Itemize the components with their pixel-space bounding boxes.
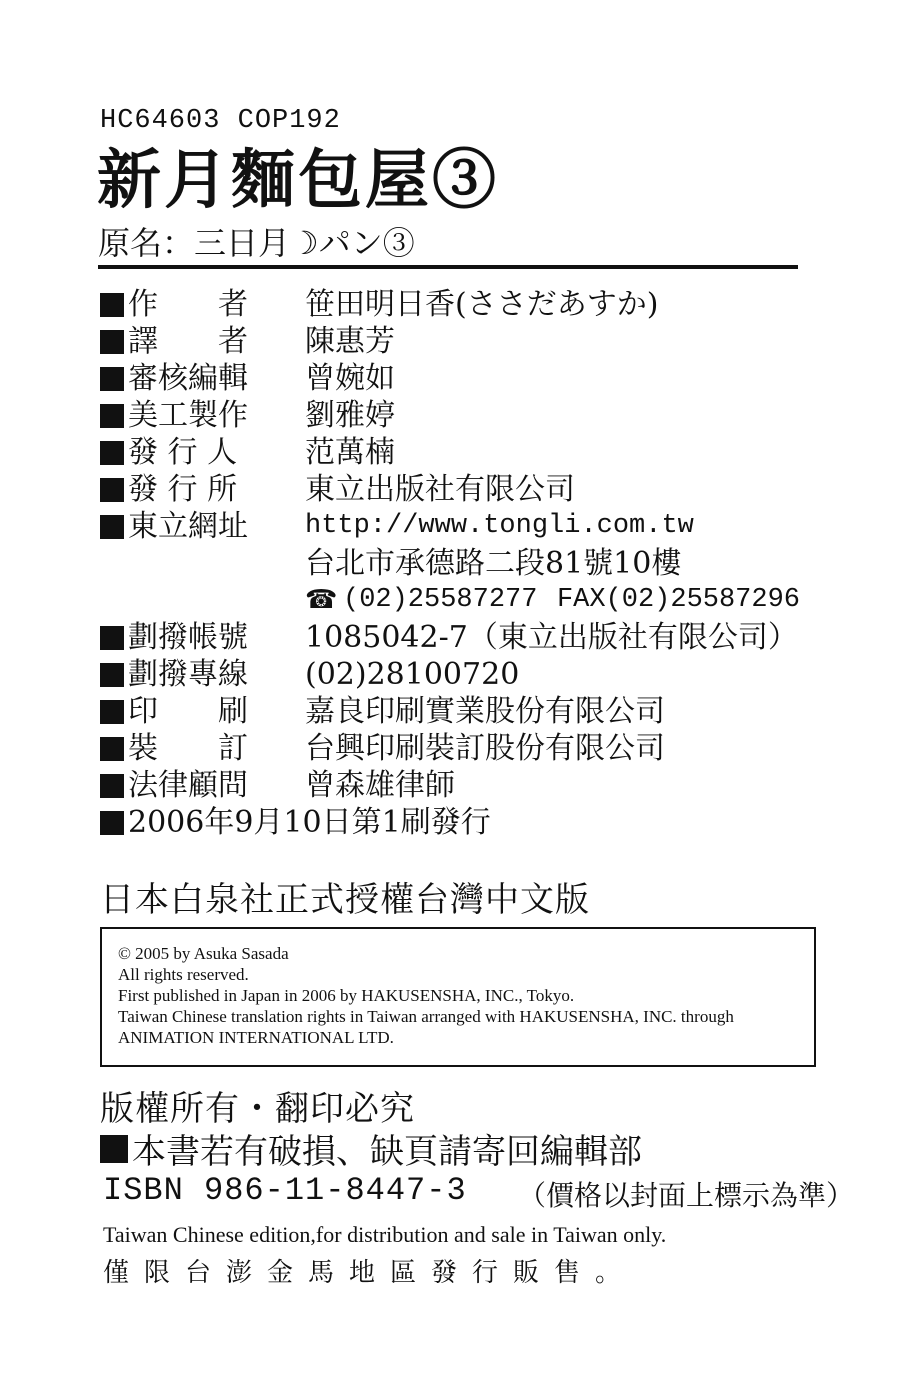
bullet-square (100, 404, 124, 428)
credit-label: 東立網址 (128, 509, 248, 544)
copyright-line: All rights reserved. (118, 965, 249, 984)
credit-value: 曾婉如 (305, 361, 395, 396)
credit-label: 裝 訂 (128, 731, 248, 766)
credit-row-printing (100, 693, 820, 730)
credit-label: 發 行 所 (128, 472, 238, 507)
credit-row-account (100, 619, 820, 656)
address-row (100, 545, 820, 582)
credit-row-publisher (100, 434, 820, 471)
credit-row-hotline (100, 656, 820, 693)
bullet-square (100, 626, 124, 650)
bullet-square (100, 663, 124, 687)
bullet-square (100, 811, 124, 835)
damage-notice-row (100, 1124, 642, 1173)
bullet-square (100, 478, 124, 502)
credits-block (100, 286, 820, 841)
credit-row-art (100, 397, 820, 434)
credit-row-binding (100, 730, 820, 767)
credit-value: 東立出版社有限公司 (305, 472, 575, 507)
credit-value: 曾森雄律師 (305, 768, 455, 803)
credit-value: 陳惠芳 (305, 324, 395, 359)
credit-value: 台興印刷裝訂股份有限公司 (305, 731, 665, 766)
product-code: HC64603 COP192 (100, 106, 341, 136)
credit-row-editor (100, 360, 820, 397)
bullet-square (100, 1135, 128, 1163)
credit-row-website (100, 508, 820, 545)
bullet-square (100, 737, 124, 761)
copyright-line: ANIMATION INTERNATIONAL LTD. (118, 1028, 394, 1047)
copyright-line: © 2005 by Asuka Sasada (118, 944, 289, 963)
credit-row-legal (100, 767, 820, 804)
credit-row-publishing-house (100, 471, 820, 508)
bullet-square (100, 700, 124, 724)
publish-date: 2006年9月10日第1刷發行 (128, 805, 491, 840)
telephone-icon: ☎ (305, 585, 338, 615)
bullet-square (100, 293, 124, 317)
credit-label: 審核編輯 (128, 361, 248, 396)
publish-date-row (100, 804, 820, 841)
credit-value: 1085042-7（東立出版社有限公司） (305, 620, 798, 655)
credit-value: 范萬楠 (305, 435, 395, 470)
book-title: 新月麵包屋③ (97, 143, 499, 218)
edition-note: Taiwan Chinese edition,for distribution and sale in Taiwan only. (103, 1222, 667, 1247)
damage-notice: 本書若有破損、缺頁請寄回編輯部 (132, 1132, 642, 1172)
copyright-line: First published in Japan in 2006 by HAKUSENSHA, INC., Tokyo. (118, 986, 575, 1005)
credit-value: (02)28100720 (305, 657, 520, 692)
credit-value: 嘉良印刷實業股份有限公司 (305, 694, 665, 729)
credit-value: 劉雅婷 (305, 398, 395, 433)
phone-row (100, 582, 820, 619)
bullet-square (100, 441, 124, 465)
credit-label: 發 行 人 (128, 435, 238, 470)
phone-number: (02)25587277 (343, 585, 538, 615)
credit-label: 譯 者 (128, 324, 248, 359)
isbn: ISBN 986-11-8447-3 (103, 1172, 467, 1209)
copyright-line: Taiwan Chinese translation rights in Taiwan arranged with HAKUSENSHA, INC. through (118, 1007, 734, 1026)
price-note: （價格以封面上標示為準） (518, 1179, 855, 1212)
credit-label: 美工製作 (128, 398, 248, 433)
credit-value: 笹田明日香(ささだあすか) (305, 287, 659, 322)
credit-label: 法律顧問 (128, 768, 248, 803)
fax-number: FAX(02)25587296 (556, 585, 800, 615)
credit-label: 劃撥專線 (128, 657, 248, 692)
website-link[interactable]: http://www.tongli.com.tw (305, 511, 694, 541)
credit-row-translator (100, 323, 820, 360)
bullet-square (100, 774, 124, 798)
credit-label: 劃撥帳號 (128, 620, 248, 655)
address-text: 台北市承德路二段81號10樓 (305, 546, 682, 581)
credit-row-author (100, 286, 820, 323)
copyright-box (100, 927, 816, 1067)
distribution-note: 僅限台澎金馬地區發行販售。 (103, 1258, 637, 1288)
authorization-notice: 日本白泉社正式授權台灣中文版 (100, 880, 590, 920)
title-divider (98, 265, 798, 269)
rights-reserved: 版權所有・翻印必究 (100, 1089, 415, 1129)
bullet-square (100, 367, 124, 391)
credit-label: 作 者 (128, 287, 248, 322)
bullet-square (100, 515, 124, 539)
credit-label: 印 刷 (128, 694, 248, 729)
original-title: 原名：三日月☽パン③ (98, 224, 415, 262)
bullet-square (100, 330, 124, 354)
